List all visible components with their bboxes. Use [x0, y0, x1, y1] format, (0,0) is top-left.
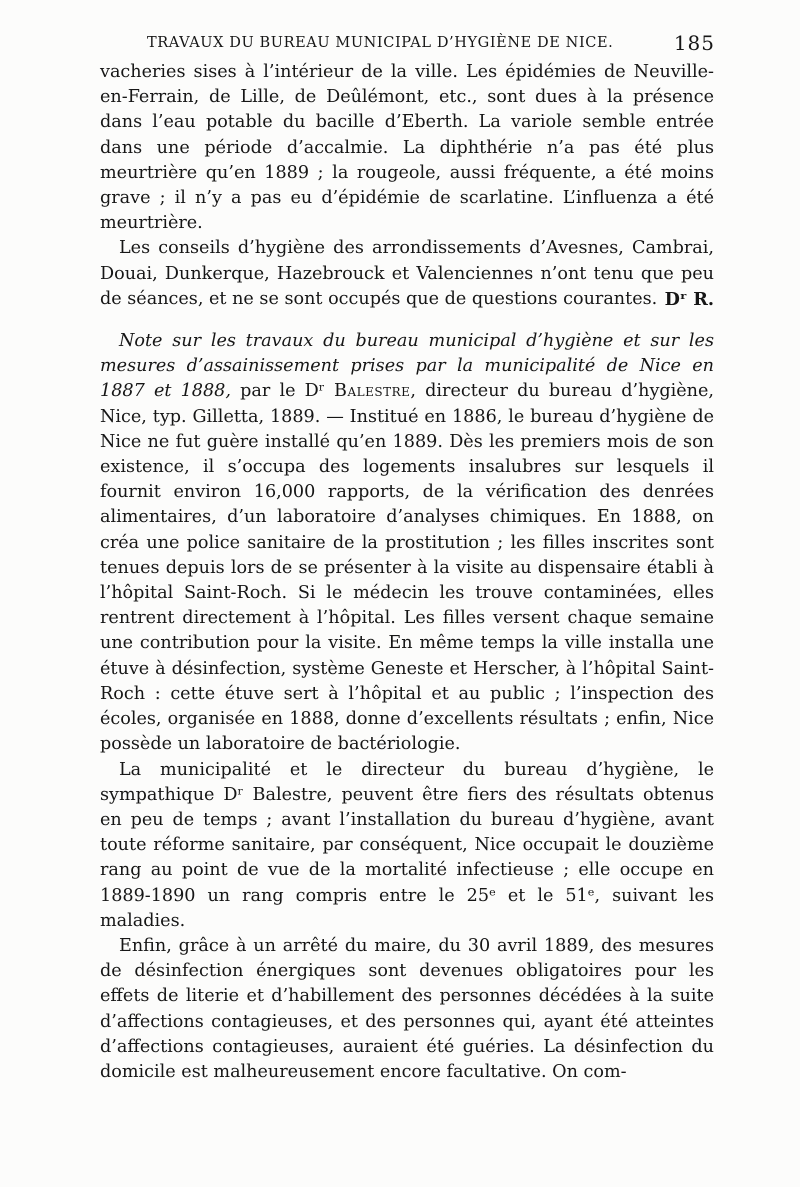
paragraph-conseils	[100, 236, 714, 312]
paragraph-conseils-text: Les conseils d’hygiène des arrondissements d’Avesnes, Cambrai, Douai, Dunkerque, Hazebrouck et Valenciennes n’ont tenu que peu de séances, et ne se sont occupés que de questions courantes.	[100, 238, 714, 309]
paragraph-desinfection: Enfin, grâce à un arrêté du maire, du 30 avril 1889, des mesures de désinfection énergiques sont devenues obligatoires pour les effets de literie et d’habillement des personnes décédées à la suite d’affections contagieuses, et des personnes qui, ayant été atteintes d’affections contagieuses, auraient été guéries. La désinfection du domicile est malheureusement encore facultative. On com-	[100, 935, 714, 1082]
note-body: , directeur du bureau d’hygiène, Nice, typ. Gilletta, 1889. — Institué en 1886, le bureau d’hygiène de Nice ne fut guère installé qu’en 1889. Dès les premiers mois de son existence, il s’occupa des logements insalubres sur lesquels il fournit environ 16,000 rapports, de la vérification des denrées alimentaires, d’un laboratoire d’analyses chimiques. En 1888, on créa une police sanitaire de la prostitution ; les filles inscrites sont tenues depuis lors de se présenter à la visite au dispensaire établi à l’hôpital Saint-Roch. Si le médecin les trouve contaminées, elles rentrent directement à l’hôpital. Les filles versent chaque semaine une contribution pour la visite. En même temps la ville installa une étuve à désinfection, système Geneste et Herscher, à l’hôpital Saint-Roch : cette étuve sert à l’hôpital et au public ; l’inspection des écoles, organisée en 1888, donne d’excellents résultats ; enfin, Nice possède un laboratoire de bactériologie.	[100, 381, 715, 755]
note-author-prefix: par le Dʳ	[240, 381, 325, 402]
author-signature: Dʳ R.	[664, 288, 714, 310]
body-text	[100, 60, 714, 1085]
bibliographic-note	[100, 329, 714, 757]
paragraph-municipalite: La municipalité et le directeur du bureau d’hygiène, le sympathique Dʳ Balestre, peuvent être fiers des résultats obtenus en peu de temps ; avant l’installation du bureau d’hygiène, avant toute réforme sanitaire, par conséquent, Nice occupait le douzième rang au point de vue de la mortalité infectieuse ; elle occupe en 1889-1890 un rang compris entre le 25ᵉ et le 51ᵉ, suivant les maladies.	[100, 759, 714, 931]
note-author-name: Balestre	[334, 381, 411, 402]
page-number: 185	[673, 31, 715, 55]
page-header	[147, 30, 727, 60]
running-title: TRAVAUX DU BUREAU MUNICIPAL D’HYGIÈNE DE NICE.	[147, 35, 614, 51]
note-title: Note sur les travaux du bureau municipal d’hygiène et sur les mesures d’assainissement prises par la municipalité de Nice en 1887 et 1888,	[100, 331, 714, 402]
paragraph-continuation: vacheries sises à l’intérieur de la ville. Les épidémies de Neuville-en-Ferrain, de Lille, de Deûlémont, etc., sont dues à la présence dans l’eau potable du bacille d’Eberth. La variole semble entrée dans une période d’accalmie. La diphthérie n’a pas été plus meurtrière qu’en 1889 ; la rougeole, aussi fréquente, a été moins grave ; il n’y a pas eu d’épidémie de scarlatine. L’influenza a été meurtrière.	[100, 62, 714, 234]
